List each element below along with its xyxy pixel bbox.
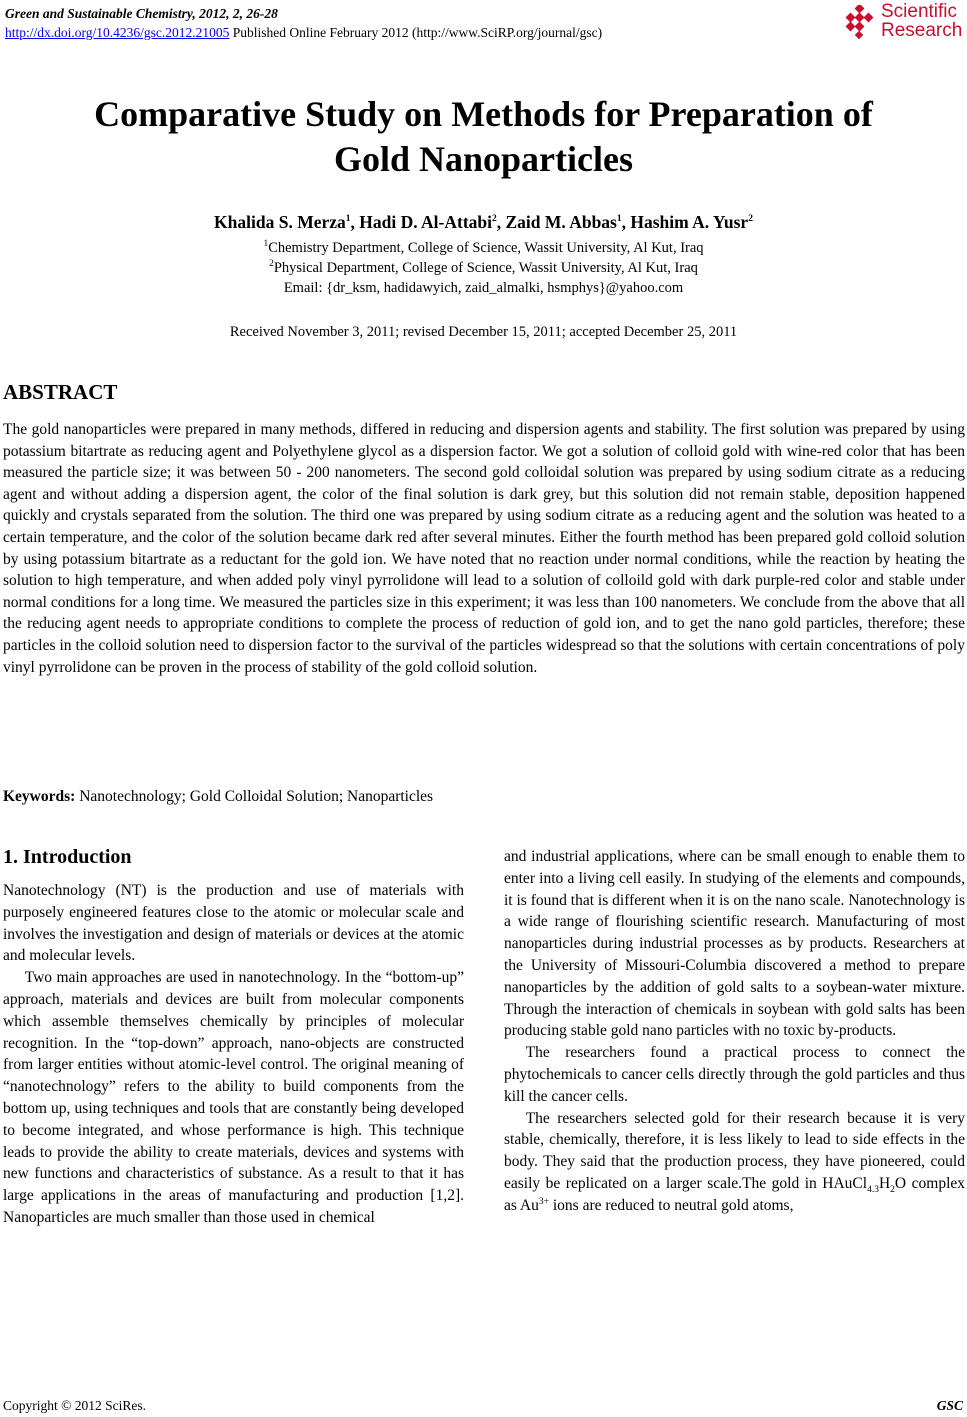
intro-paragraph-3: and industrial applications, where can be small enough to enable them to enter into a living cell easily. In studying of the elements and compounds, it is found that is different when it is on the nano scale. Nanotechnology is a wide range of flourishing scientific research. Manufacturing of most nanoparticles during industrial processes as by products. Researchers at the University of Missouri-Columbia discovered a method to prepare nanoparticles by the addition of gold salts to a soybean-water mixture. Through the interaction of chemicals in soybean with gold salts has been producing stable gold nano particles with no toxic by-products. bbox=[504, 848, 965, 1040]
author-email: Email: {dr_ksm, hadidawyich, zaid_almalki, hsmphys}@yahoo.com bbox=[283, 280, 684, 296]
scientific-research-logo bbox=[843, 2, 965, 42]
logo-text bbox=[881, 2, 962, 40]
abstract-text: The gold nanoparticles were prepared in many methods, differed in reducing and dispersion agents and stability. The first solution was prepared by using potassium bitartrate as reducing agent and Polyethylene glycol as a dispersion factor. We got a solution of colloid gold with wine-red color that has been measured the particle size; it was between 50 - 200 nanometers. The second gold colloidal solution was prepared by using sodium citrate as a reducing agent and without adding a dispersion agent, the color of the final solution is dark grey, but this solution did not remain stable, deposition happened quickly and crystals separated from the solution. The third one was prepared by using sodium citrate as a reducing agent and the solution was heated to a certain temperature, and the color of the solution became dark red after several minutes. Either the fourth method has been prepared gold colloid solution by using potassium bitartrate as a reductant for the gold ion. We have noted that no reaction under normal conditions, while the reaction by heating the solution to high temperature, and when added poly vinyl pyrrolidone will lead to a solution of colloild gold with dark purple-red color and stable under normal conditions for a long time. We measured the particles size in this experiment; it was less than 100 nanometers. We conclude from the above that all the reducing agent needs to appropriate conditions to complete the process of reduction of gold ion, and to get the nano gold particles, therefore; these particles in the colloid solution need to dispersion factor to the survival of the particles widespread so that the solutions with certain concentrations of poly vinyl pyrrolidone can be proven in the process of stability of the gold colloid solution. bbox=[3, 421, 965, 676]
footer-copyright: Copyright © 2012 SciRes. bbox=[3, 1398, 147, 1413]
author-4-affil: 2 bbox=[748, 214, 753, 225]
abstract-heading: ABSTRACT bbox=[3, 380, 118, 404]
p5-text-a: The researchers selected gold for their research because it is very stable, chemically, therefore, it is less likely to lead to side effects in the body. They said that the production process, they have pioneered, could easily be replicated on a larger scale.The gold in HAuCl bbox=[504, 1109, 965, 1192]
title-line-2: Gold Nanoparticles bbox=[333, 139, 633, 179]
author-4: Hashim A. Yusr bbox=[630, 212, 749, 232]
section-heading-introduction: 1. Introduction bbox=[3, 846, 132, 868]
intro-paragraph-5 bbox=[504, 1108, 965, 1217]
affiliation-1-text: Chemistry Department, College of Science, Wassit University, Al Kut, Iraq bbox=[268, 240, 704, 256]
author-list bbox=[0, 210, 967, 234]
journal-citation bbox=[5, 4, 825, 23]
p5-text-c: O complex as Au bbox=[504, 1174, 966, 1214]
intro-paragraph-2: Two main approaches are used in nanotechnology. In the “bottom-up” approach, materials and devices are built from molecular components which assemble themselves chemically by principles of molecular recognition. In the “top-down” approach, nano-objects are constructed from larger entities without atomic-level control. The original meaning of “nanotechnology” refers to the ability to build components from the bottom up, using techniques and tools that are constantly being developed to become integrated, and whose performance is high. This technique leads to provide the ability to create materials, devices and systems with new functions and characteristics of substance. As a result to that it has large applications in the areas of manufacturing and production [1,2]. Nanoparticles are much smaller than those used in chemical bbox=[3, 969, 464, 1226]
left-column bbox=[3, 880, 464, 1229]
published-info: Published Online February 2012 (http://www.SciRP.org/journal/gsc) bbox=[229, 25, 603, 40]
journal-header bbox=[5, 4, 825, 42]
keywords bbox=[3, 786, 433, 807]
intro-paragraph-4: The researchers found a practical process to connect the phytochemicals to cancer cells directly through the gold particles and thus kill the cancer cells. bbox=[504, 1044, 965, 1105]
author-2-affil: 2 bbox=[492, 214, 497, 225]
author-2: Hadi D. Al-Attabi bbox=[359, 212, 492, 232]
p5-text-b: H bbox=[878, 1174, 891, 1192]
keywords-label: Keywords: bbox=[3, 788, 76, 805]
intro-paragraph-1: Nanotechnology (NT) is the production and use of materials with purposely engineered features close to the atomic or molecular scale and involves the investigation and design of materials or devices at the atomic and molecular levels. bbox=[3, 882, 464, 965]
author-separator: , bbox=[496, 212, 506, 232]
author-3-affil: 1 bbox=[616, 214, 622, 225]
affiliation-1 bbox=[0, 238, 967, 258]
affiliation-1-marker: 1 bbox=[263, 239, 269, 250]
journal-name: Green and Sustainable Chemistry bbox=[5, 6, 193, 21]
affiliation-2-marker: 2 bbox=[269, 259, 274, 270]
affiliation-2-text: Physical Department, College of Science, Wassit University, Al Kut, Iraq bbox=[273, 260, 698, 276]
title-line-1: Comparative Study on Methods for Preparation of bbox=[94, 94, 873, 134]
doi-line bbox=[5, 23, 825, 42]
p5-text-d: ions are reduced to neutral gold atoms, bbox=[548, 1196, 794, 1214]
footer-journal-abbr: GSC bbox=[936, 1398, 963, 1413]
logo-line-2: Research bbox=[881, 20, 963, 41]
affiliations bbox=[0, 238, 967, 298]
doi-link[interactable]: http://dx.doi.org/10.4236/gsc.2012.21005 bbox=[5, 25, 230, 40]
p5-superscript: 3+ bbox=[538, 1196, 549, 1207]
author-3: Zaid M. Abbas bbox=[505, 212, 617, 232]
author-1-affil: 1 bbox=[345, 214, 351, 225]
p5-subscript-1: 4.3 bbox=[867, 1185, 879, 1196]
p5-subscript-2: 2 bbox=[890, 1185, 895, 1196]
received-dates: Received November 3, 2011; revised December 15, 2011; accepted December 25, 2011 bbox=[229, 324, 738, 340]
affiliation-2 bbox=[0, 258, 967, 278]
volume-info: , 2012, 2, 26-28 bbox=[192, 6, 278, 21]
right-column bbox=[504, 846, 965, 1217]
author-1: Khalida S. Merza bbox=[214, 212, 346, 232]
author-separator: , bbox=[621, 212, 631, 232]
keywords-text: Nanotechnology; Gold Colloidal Solution; Nanoparticles bbox=[75, 788, 434, 805]
author-separator: , bbox=[350, 212, 360, 232]
paper-title bbox=[0, 92, 967, 182]
logo-line-1: Scientific bbox=[881, 1, 958, 22]
logo-mark-icon bbox=[843, 5, 877, 39]
